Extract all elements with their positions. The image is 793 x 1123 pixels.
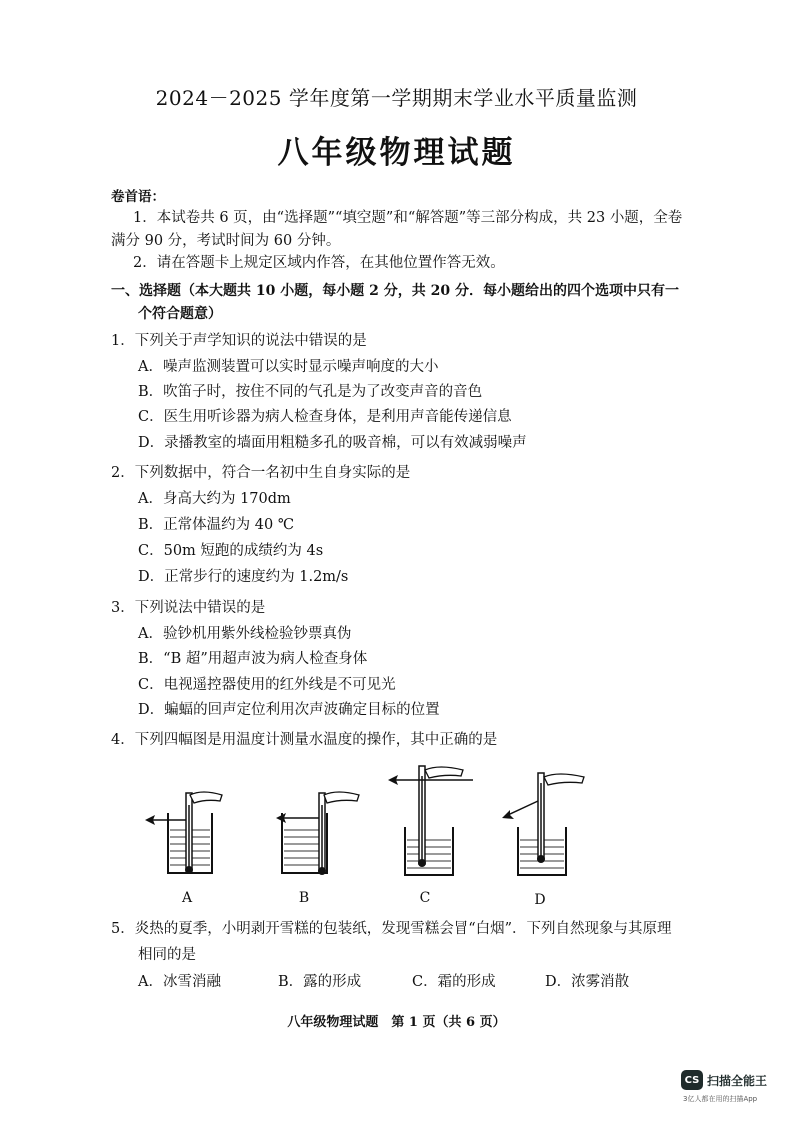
question-1-option-d: D．录播教室的墙面用粗糙多孔的吸音棉，可以有效减弱噪声: [138, 435, 527, 451]
scanner-logo-icon: CS: [681, 1070, 703, 1090]
figure-label-c: C: [419, 890, 431, 906]
page-footer: 八年级物理试题 第 1 页（共 6 页）: [287, 1015, 506, 1030]
question-5-stem: 5．炎热的夏季，小明剥开雪糕的包装纸，发现雪糕会冒“白烟”．下列自然现象与其原理: [111, 921, 672, 937]
question-2-stem: 2．下列数据中，符合一名初中生自身实际的是: [111, 465, 411, 481]
question-3-option-a: A．验钞机用紫外线检验钞票真伪: [138, 626, 352, 642]
question-1-option-c: C．医生用听诊器为病人检查身体，是利用声音能传递信息: [138, 409, 512, 425]
thermometer-figure-d: [494, 765, 592, 882]
exam-title: 2024－2025 学年度第一学期期末学业水平质量监测: [155, 86, 638, 110]
thermometer-figure-b: [267, 785, 362, 880]
question-2-option-a: A．身高大约为 170dm: [138, 491, 291, 507]
scanner-app-name: 扫描全能王: [707, 1073, 768, 1088]
scanner-tagline: 3亿人都在用的扫描App: [683, 1095, 758, 1103]
question-2-option-c: C．50m 短跑的成绩约为 4s: [138, 543, 324, 559]
subject-title: 八年级物理试题: [277, 135, 516, 171]
question-5-option-a: A．冰雪消融: [138, 974, 221, 990]
question-5-option-b: B．露的形成: [278, 974, 362, 990]
question-1-stem: 1．下列关于声学知识的说法中错误的是: [111, 333, 367, 349]
notes-line-1b: 满分 90 分，考试时间为 60 分钟。: [111, 233, 341, 249]
notes-heading: 卷首语：: [111, 189, 165, 205]
question-2-option-d: D．正常步行的速度约为 1.2m/s: [138, 569, 349, 585]
question-5-option-c: C．霜的形成: [412, 974, 496, 990]
question-3-option-d: D．蝙蝠的回声定位利用次声波确定目标的位置: [138, 702, 440, 718]
notes-line-2: 2．请在答题卡上规定区域内作答，在其他位置作答无效。: [133, 255, 505, 271]
figure-label-d: D: [534, 892, 546, 908]
question-3-stem: 3．下列说法中错误的是: [111, 600, 266, 616]
thermometer-figure-c: [383, 762, 478, 882]
question-1-option-a: A．噪声监测装置可以实时显示噪声响度的大小: [138, 359, 439, 375]
question-5-option-d: D．浓雾消散: [545, 974, 630, 990]
question-5-stem-cont: 相同的是: [138, 947, 196, 963]
question-1-option-b: B．吹笛子时，按住不同的气孔是为了改变声音的音色: [138, 384, 483, 400]
section-heading: 一、选择题（本大题共 10 小题，每小题 2 分，共 20 分．每小题给出的四个选项中只有一: [111, 283, 679, 299]
figure-label-b: B: [298, 890, 310, 906]
scanner-badge: [681, 1070, 767, 1090]
thermometer-figure-a: [140, 785, 230, 880]
question-4-stem: 4．下列四幅图是用温度计测量水温度的操作，其中正确的是: [111, 732, 498, 748]
question-3-option-c: C．电视遥控器使用的红外线是不可见光: [138, 677, 396, 693]
question-3-option-b: B．“B 超”用超声波为病人检查身体: [138, 651, 368, 667]
figure-label-a: A: [181, 890, 193, 906]
notes-line-1: 1．本试卷共 6 页，由“选择题”“填空题”和“解答题”等三部分构成，共 23 小题，全卷: [133, 210, 683, 226]
question-2-option-b: B．正常体温约为 40 ℃: [138, 517, 295, 533]
section-heading-cont: 个符合题意）: [138, 306, 222, 322]
